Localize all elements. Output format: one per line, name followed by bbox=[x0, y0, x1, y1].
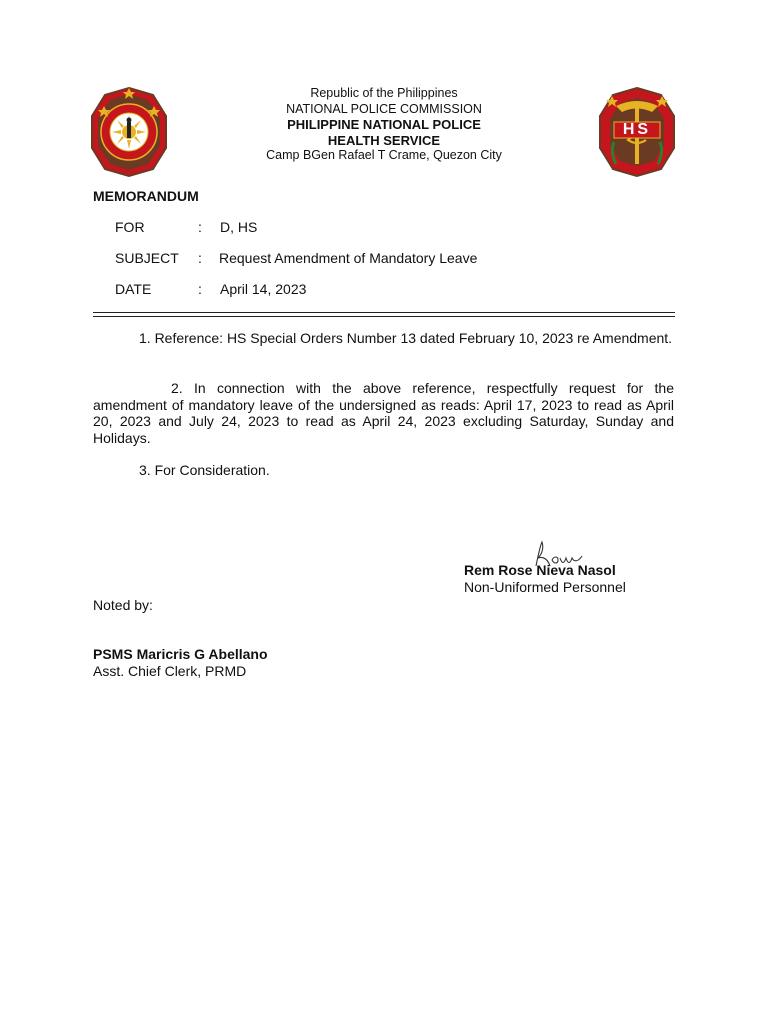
noted-by-label: Noted by: bbox=[93, 597, 153, 613]
memo-subject-value: Request Amendment of Mandatory Leave bbox=[219, 250, 478, 266]
paragraph-reference: 1. Reference: HS Special Orders Number 13 dated February 10, 2023 re Amendment. bbox=[139, 330, 673, 346]
header-divider-bottom bbox=[93, 316, 675, 317]
memo-for-value: D, HS bbox=[220, 219, 258, 235]
memo-date-label: DATE bbox=[115, 281, 152, 297]
letterhead-address: Camp BGen Rafael T Crame, Quezon City bbox=[266, 148, 502, 162]
letterhead-republic: Republic of the Philippines bbox=[310, 86, 458, 100]
letterhead bbox=[240, 86, 528, 164]
letterhead-health-service: HEALTH SERVICE bbox=[327, 132, 441, 148]
memo-title: MEMORANDUM bbox=[93, 188, 199, 204]
memo-subject-label: SUBJECT bbox=[115, 250, 179, 266]
paragraph-consideration: 3. For Consideration. bbox=[139, 462, 270, 478]
paragraph-request: 2. In connection with the above reference, respectfully request for the amendment of mandatory leave of the undersigned as reads: April 17, 2023 to read as April 20, 2023 and July 24, 2023 to read as April 24, 2023 excluding Saturday, Sunday and Holidays. bbox=[93, 380, 674, 446]
memo-date-colon: : bbox=[198, 281, 202, 297]
signatory-title: Non-Uniformed Personnel bbox=[464, 579, 626, 595]
health-service-seal-letters: HS bbox=[622, 121, 652, 138]
memo-date-value: April 14, 2023 bbox=[220, 281, 307, 297]
signatory-name: Rem Rose Nieva Nasol bbox=[464, 562, 616, 578]
memo-for-colon: : bbox=[198, 219, 202, 235]
memo-for-label: FOR bbox=[115, 219, 145, 235]
pnp-seal-icon bbox=[90, 86, 168, 178]
memo-subject-colon: : bbox=[198, 250, 202, 266]
header-divider-top bbox=[93, 312, 675, 313]
noted-by-name: PSMS Maricris G Abellano bbox=[93, 646, 268, 662]
letterhead-pnp: PHILIPPINE NATIONAL POLICE bbox=[287, 117, 481, 132]
letterhead-commission: NATIONAL POLICE COMMISSION bbox=[286, 101, 482, 116]
noted-by-title: Asst. Chief Clerk, PRMD bbox=[93, 663, 247, 679]
